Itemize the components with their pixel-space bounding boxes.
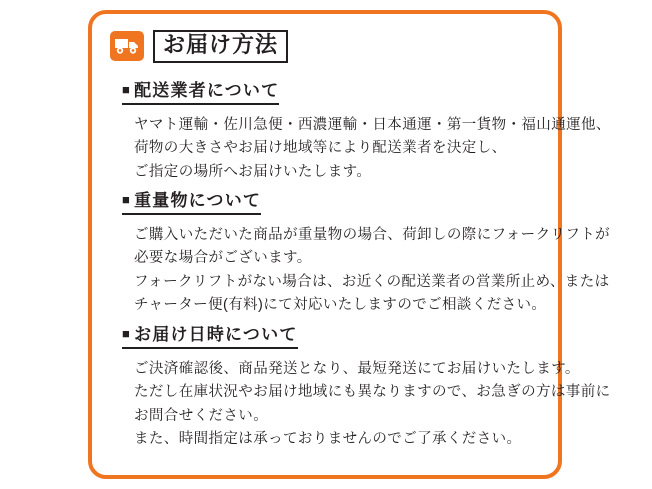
body-line: 必要な場合がございます。 xyxy=(134,250,312,267)
body-line: ヤマト運輸・佐川急便・西濃運輸・日本通運・第一貨物・福山通運他、 xyxy=(134,117,611,133)
delivery-truck-icon xyxy=(110,31,144,61)
body-line: ご決済確認後、商品発送となり、最短発送にてお届けいたします。 xyxy=(134,361,580,377)
section-heading-text: 配送業者について xyxy=(134,81,280,100)
panel-title-box xyxy=(153,30,288,63)
section-heading xyxy=(122,320,298,349)
section-heading-text: 重量物について xyxy=(134,191,262,210)
panel-header xyxy=(110,30,288,63)
bullet-square-icon: ■ xyxy=(122,82,132,97)
section-heading-text: お届け日時について xyxy=(134,325,298,344)
info-panel xyxy=(88,10,611,479)
body-line: ご購入いただいた商品が重量物の場合、荷卸しの際にフォークリフトが xyxy=(134,227,611,243)
section-heavy-items xyxy=(122,186,611,318)
body-line: チャーター便(有料)にて対応いたしますのでご相談ください。 xyxy=(134,297,547,314)
bullet-square-icon: ■ xyxy=(122,192,132,207)
body-line: フォークリフトがない場合は、お近くの配送業者の営業所止め、または xyxy=(134,273,610,290)
body-line: また、時間指定は承っておりませんのでご了承ください。 xyxy=(134,431,522,448)
bullet-square-icon: ■ xyxy=(122,326,132,341)
section-heading xyxy=(122,76,279,105)
section-shipping-carriers xyxy=(122,76,611,184)
page-title: お届け方法 xyxy=(163,32,279,57)
body-line: ただし在庫状況やお届け地域にも異なりますので、お急ぎの方は事前に xyxy=(134,384,611,401)
section-delivery-datetime xyxy=(122,320,611,452)
body-line: 荷物の大きさやお届け地域等により配送業者を決定し、 xyxy=(134,140,507,157)
section-heading xyxy=(122,186,261,215)
body-line: お問合せください。 xyxy=(134,407,269,424)
body-line: ご指定の場所へお届けいたします。 xyxy=(134,163,372,180)
